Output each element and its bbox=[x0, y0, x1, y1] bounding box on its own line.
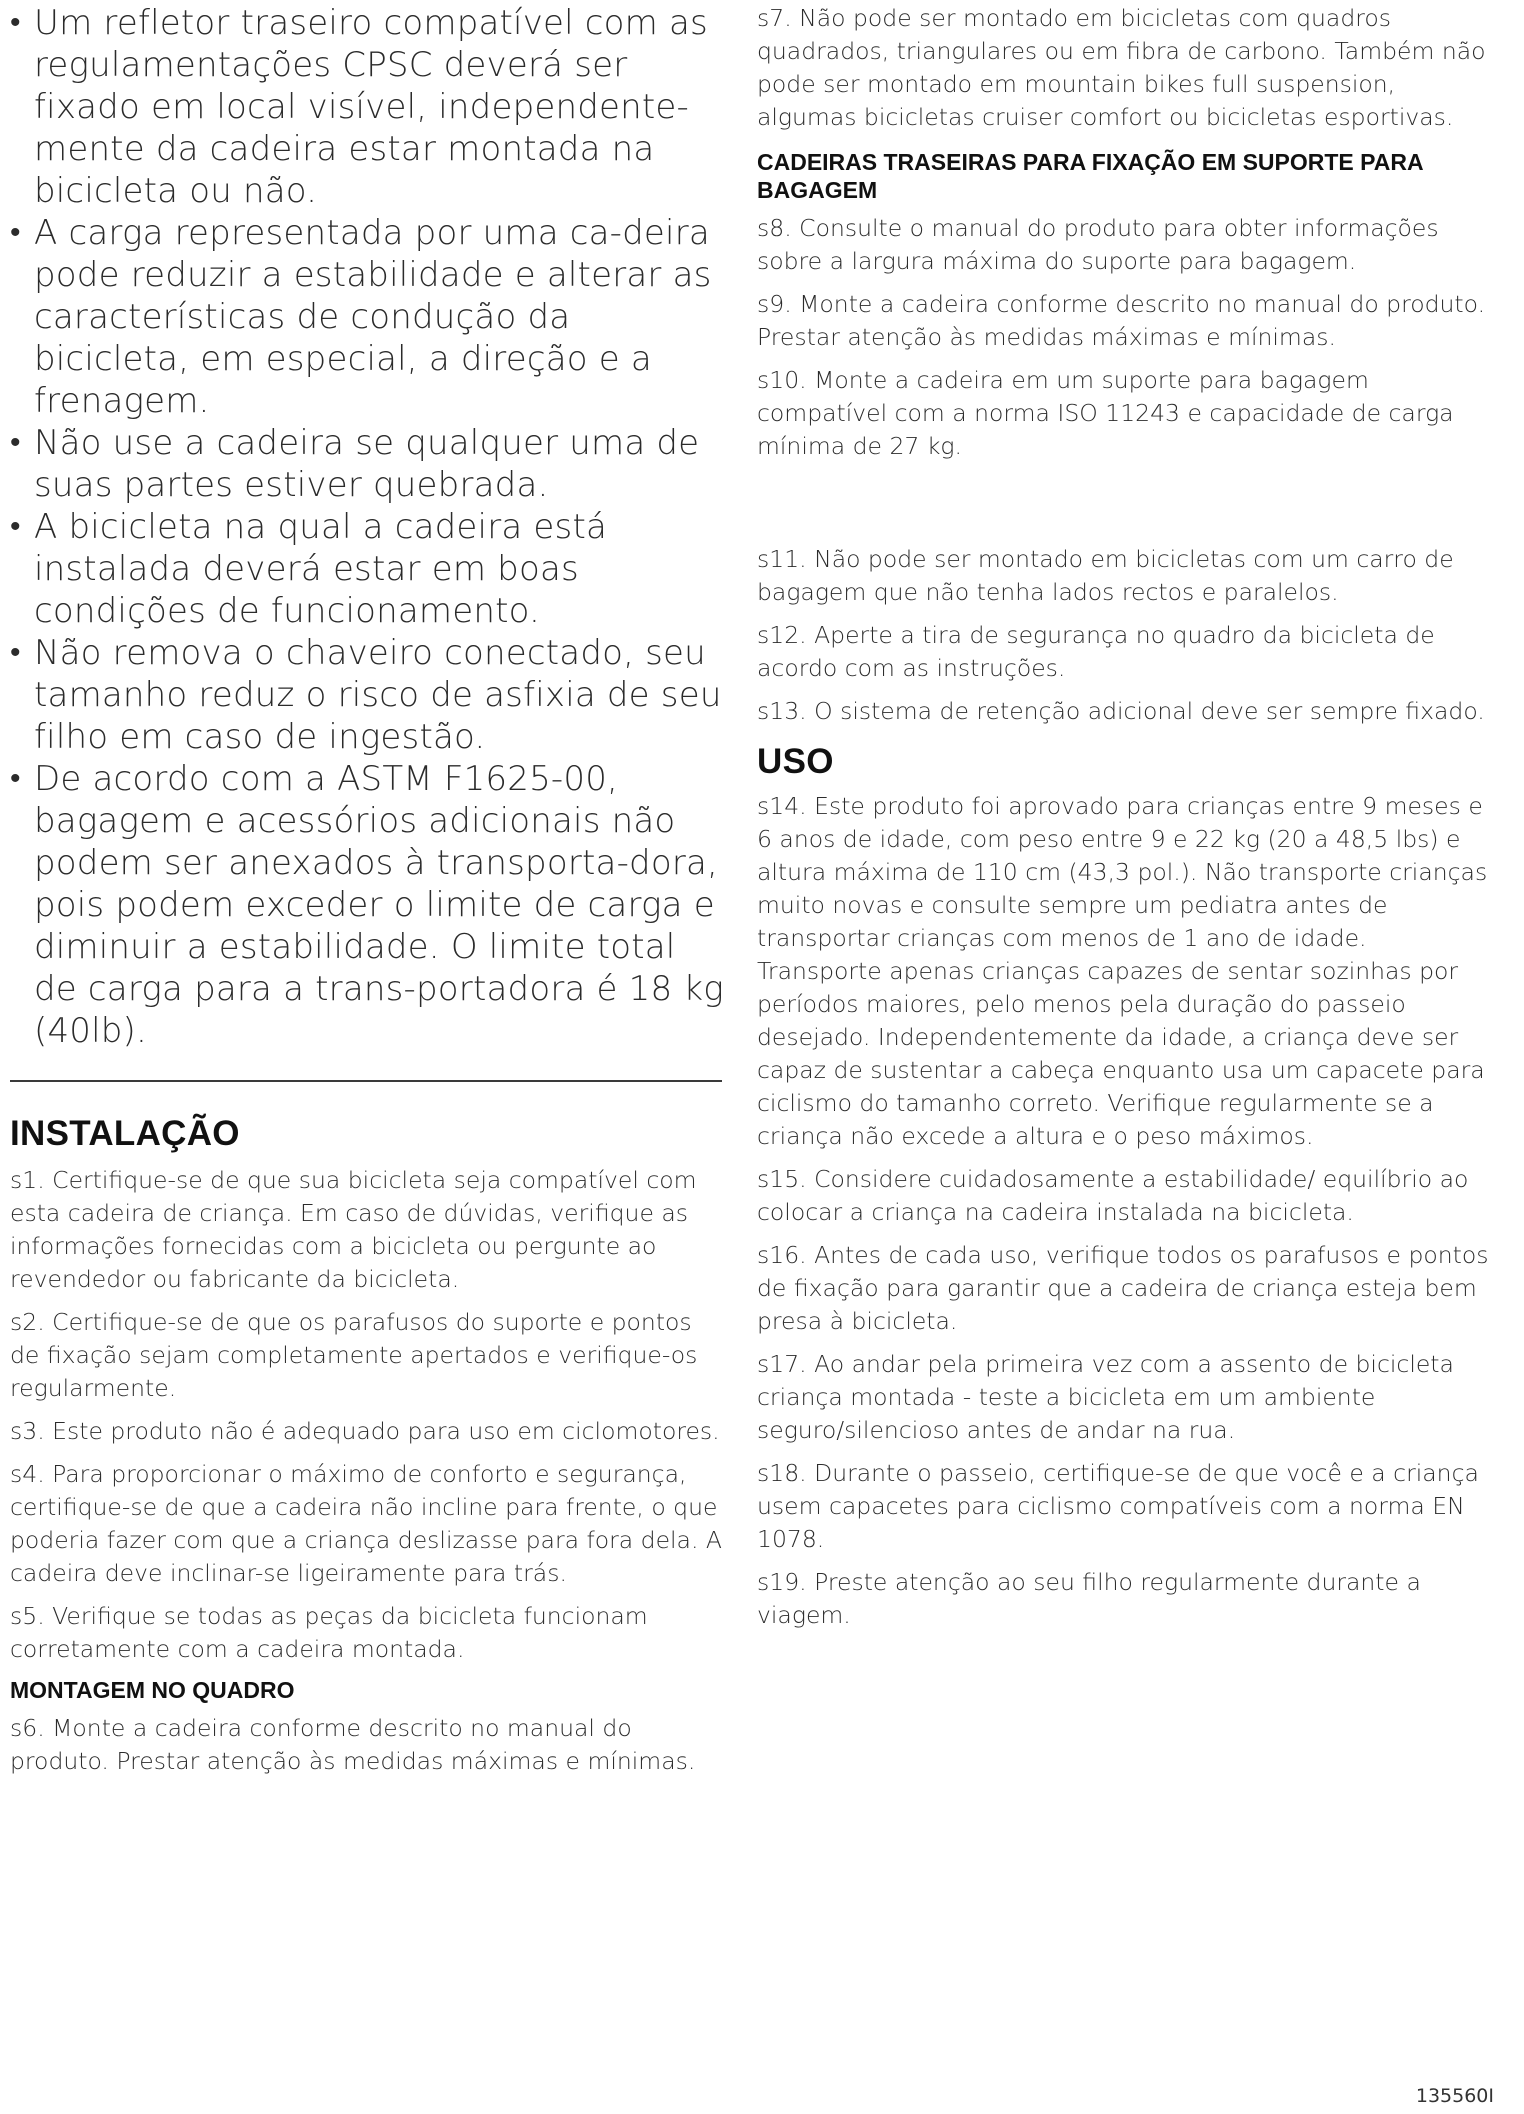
step-number: s17. bbox=[757, 1350, 807, 1378]
step-text: Certifique-se de que sua bicicleta seja compatível com esta cadeira de criança. Em caso de dúvidas, verifique as informações fornecidas com a bicicleta ou pergunte ao revendedor ou fabricante da bicicleta. bbox=[10, 1166, 697, 1293]
step-number: s13. bbox=[757, 697, 807, 725]
step-text: O sistema de retenção adicional deve ser sempre fixado. bbox=[814, 697, 1485, 725]
bullet-icon: • bbox=[10, 635, 21, 670]
rack-mount-heading: CADEIRAS TRASEIRAS PARA FIXAÇÃO EM SUPORTE PARA BAGAGEM bbox=[757, 149, 1423, 203]
step-text: Não pode ser montado em bicicletas com um carro de bagagem que não tenha lados rectos e paralelos. bbox=[757, 545, 1454, 606]
step-item bbox=[757, 288, 1492, 354]
rack-steps-2 bbox=[757, 543, 1492, 728]
step-item bbox=[10, 1712, 725, 1778]
step-number: s10. bbox=[757, 366, 807, 394]
warning-bullets bbox=[10, 2, 725, 1052]
step-number: s19. bbox=[757, 1568, 807, 1596]
step-number: s5. bbox=[10, 1602, 45, 1630]
page-number: 135560I bbox=[1415, 2085, 1494, 2107]
right-column bbox=[757, 0, 1492, 1632]
step-number: s4. bbox=[10, 1460, 45, 1488]
step-item bbox=[757, 1566, 1492, 1632]
step-text: Durante o passeio, certifique-se de que você e a criança usem capacetes para ciclismo compatíveis com a norma EN 1078. bbox=[757, 1459, 1479, 1553]
warning-bullet: • A carga representada por uma ca-deira pode reduzir a estabilidade e alterar as características de condução da bicicleta, em especial, a direção e a frenagem. bbox=[10, 213, 712, 421]
bullet-icon: • bbox=[10, 215, 21, 250]
step-text: Considere cuidadosamente a estabilidade/ equilíbrio ao colocar a criança na cadeira instalada na bicicleta. bbox=[757, 1165, 1469, 1226]
step-text: Antes de cada uso, verifique todos os parafusos e pontos de fixação para garantir que a cadeira de criança esteja bem presa à bicicleta. bbox=[757, 1241, 1489, 1335]
frame-steps bbox=[10, 1712, 725, 1778]
bullet-icon: • bbox=[10, 509, 21, 544]
step-text: Este produto foi aprovado para crianças entre 9 meses e 6 anos de idade, com peso entre 9 e 22 kg (20 a 48,5 lbs) e altura máxima de 110 cm (43,3 pol.). Não transporte crianças muito novas e consulte sempre um pediatra antes de transportar crianças com menos de 1 ano de idade. Transporte apenas crianças capazes de sentar sozinhas por períodos maiores, pelo menos pela duração do passeio desejado. Independentemente da idade, a criança deve ser capaz de sustentar a cabeça enquanto usa um capacete para ciclismo do tamanho correto. Verifique regularmente se a criança não excede a altura e o peso máximos. bbox=[757, 792, 1488, 1150]
section-divider bbox=[10, 1080, 722, 1082]
step-item bbox=[757, 790, 1492, 1153]
step-number: s12. bbox=[757, 621, 807, 649]
step-text: Certifique-se de que os parafusos do suporte e pontos de fixação sejam completamente apertados e verifique-os regularmente. bbox=[10, 1308, 698, 1402]
step-item bbox=[757, 364, 1492, 463]
step-item bbox=[10, 1415, 725, 1448]
step-item bbox=[10, 1306, 725, 1405]
warning-bullet: • A bicicleta na qual a cadeira está instalada deverá estar em boas condições de funcionamento. bbox=[10, 507, 608, 631]
step-text: Monte a cadeira conforme descrito no manual do produto. Prestar atenção às medidas máximas e mínimas. bbox=[10, 1714, 696, 1775]
step-number: s8. bbox=[757, 214, 792, 242]
step-item bbox=[10, 1600, 725, 1666]
step-text: Ao andar pela primeira vez com a assento de bicicleta criança montada - teste a bicicleta em um ambiente seguro/silencioso antes de andar na rua. bbox=[757, 1350, 1454, 1444]
bullet-icon: • bbox=[10, 761, 21, 796]
step-item bbox=[757, 212, 1492, 278]
step-number: s18. bbox=[757, 1459, 807, 1487]
step-text: Não pode ser montado em bicicletas com quadros quadrados, triangulares ou em fibra de carbono. Também não pode ser montado em mountain bikes full suspension, algumas bicicletas cruiser comfort ou bicicletas esportivas. bbox=[757, 4, 1486, 131]
step-number: s6. bbox=[10, 1714, 45, 1742]
step-text: Aperte a tira de segurança no quadro da bicicleta de acordo com as instruções. bbox=[757, 621, 1435, 682]
use-heading: USO bbox=[757, 742, 834, 781]
step-number: s7. bbox=[757, 4, 792, 32]
step-item bbox=[757, 619, 1492, 685]
step-item bbox=[757, 1163, 1492, 1229]
step-number: s9. bbox=[757, 290, 792, 318]
step-number: s14. bbox=[757, 792, 807, 820]
step-text: Monte a cadeira conforme descrito no manual do produto. Prestar atenção às medidas máximas e mínimas. bbox=[757, 290, 1486, 351]
step-text: Este produto não é adequado para uso em ciclomotores. bbox=[52, 1417, 720, 1445]
step-item bbox=[757, 543, 1492, 609]
step-item bbox=[10, 1458, 725, 1590]
step-item bbox=[757, 2, 1492, 134]
frame-steps-continued bbox=[757, 2, 1492, 134]
step-text: Preste atenção ao seu filho regularmente durante a viagem. bbox=[757, 1568, 1421, 1629]
warning-bullet: • Não remova o chaveiro conectado, seu tamanho reduz o risco de asfixia de seu filho em caso de ingestão. bbox=[10, 633, 722, 757]
warning-bullet: • De acordo com a ASTM F1625-00, bagagem e acessórios adicionais não podem ser anexados à transporta-dora, pois podem exceder o limite de carga e diminuir a estabilidade. O limite total de carga para a trans-portadora é 18 kg (40lb). bbox=[10, 759, 724, 1051]
step-item bbox=[757, 1348, 1492, 1447]
installation-steps bbox=[10, 1164, 725, 1666]
step-number: s15. bbox=[757, 1165, 807, 1193]
rack-steps bbox=[757, 212, 1492, 463]
use-steps bbox=[757, 790, 1492, 1632]
installation-heading: INSTALAÇÃO bbox=[10, 1114, 240, 1153]
warning-bullet: • Um refletor traseiro compatível com as regulamentações CPSC deverá ser fixado em local visível, independente-mente da cadeira estar montada na bicicleta ou não. bbox=[10, 3, 708, 211]
step-number: s3. bbox=[10, 1417, 45, 1445]
bullet-icon: • bbox=[10, 425, 21, 460]
step-item bbox=[757, 695, 1492, 728]
step-number: s2. bbox=[10, 1308, 45, 1336]
step-item bbox=[757, 1239, 1492, 1338]
step-text: Monte a cadeira em um suporte para bagagem compatível com a norma ISO 11243 e capacidade de carga mínima de 27 kg. bbox=[757, 366, 1454, 460]
left-column bbox=[10, 0, 725, 1778]
step-text: Para proporcionar o máximo de conforto e segurança, certifique-se de que a cadeira não incline para frente, o que poderia fazer com que a criança deslizasse para fora dela. A cadeira deve inclinar-se ligeiramente para trás. bbox=[10, 1460, 722, 1587]
step-number: s16. bbox=[757, 1241, 807, 1269]
warning-bullet: • Não use a cadeira se qualquer uma de suas partes estiver quebrada. bbox=[10, 423, 700, 505]
step-number: s11. bbox=[757, 545, 807, 573]
step-item bbox=[10, 1164, 725, 1296]
step-text: Consulte o manual do produto para obter informações sobre a largura máxima do suporte para bagagem. bbox=[757, 214, 1439, 275]
step-text: Verifique se todas as peças da bicicleta funcionam corretamente com a cadeira montada. bbox=[10, 1602, 648, 1663]
bullet-icon: • bbox=[10, 5, 21, 40]
frame-mount-heading: MONTAGEM NO QUADRO bbox=[10, 1677, 295, 1703]
step-item bbox=[757, 1457, 1492, 1556]
step-number: s1. bbox=[10, 1166, 45, 1194]
